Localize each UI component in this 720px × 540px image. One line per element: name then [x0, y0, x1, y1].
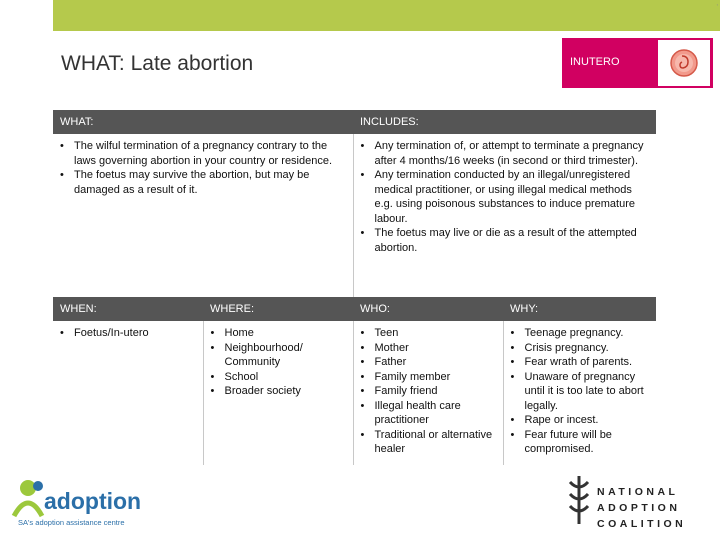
list-item: • Home [211, 326, 346, 341]
table-row [53, 321, 656, 465]
who-header: WHO: [353, 297, 503, 321]
list-item: • Broader society [211, 384, 346, 399]
inutero-badge [562, 38, 713, 88]
table-header-row [53, 297, 656, 321]
list-item: • Family member [361, 370, 496, 385]
badge-label: INUTERO [570, 56, 620, 68]
list-item: • The foetus may survive the abortion, but may be damaged as a result of it. [60, 168, 346, 197]
corner-mark: , [716, 1, 718, 7]
list-item: • Fear future will be compromised. [511, 428, 650, 457]
why-header: WHY: [503, 297, 656, 321]
where-header: WHERE: [203, 297, 353, 321]
page-title: WHAT: Late abortion [61, 52, 254, 75]
list-item: • Illegal health care practitioner [361, 399, 496, 428]
abortion-info-table [53, 110, 656, 465]
national-adoption-coalition-logo [560, 470, 705, 530]
adoption-logo [8, 470, 142, 532]
coalition-line: COALITION [597, 518, 687, 530]
list-item: • Teenage pregnancy. [511, 326, 650, 341]
table-header-row [53, 110, 656, 134]
includes-header: INCLUDES: [353, 110, 656, 134]
what-header: WHAT: [53, 110, 353, 134]
includes-cell [353, 134, 656, 297]
list-item: • Foetus/In-utero [60, 326, 196, 341]
adoption-logo-tagline: SA's adoption assistance centre [18, 518, 125, 527]
list-item: • Crisis pregnancy. [511, 341, 650, 356]
list-item: • School [211, 370, 346, 385]
when-header: WHEN: [53, 297, 203, 321]
coalition-figure-icon [564, 472, 594, 528]
list-item: • Unaware of pregnancy until it is too late to abort legally. [511, 370, 650, 414]
what-cell [53, 134, 353, 297]
who-cell [353, 321, 503, 465]
table-row [53, 134, 656, 297]
adoption-logo-icon [8, 476, 48, 522]
adoption-logo-word: adoption [44, 488, 142, 514]
list-item: • Fear wrath of parents. [511, 355, 650, 370]
where-list [211, 326, 346, 399]
list-item: • Mother [361, 341, 496, 356]
foetus-icon [658, 40, 710, 86]
list-item: • Rape or incest. [511, 413, 650, 428]
list-item: • Teen [361, 326, 496, 341]
coalition-line: ADOPTION [597, 502, 681, 514]
list-item: • The foetus may live or die as a result of the attempted abortion. [361, 226, 650, 255]
when-cell [53, 321, 203, 465]
why-list [511, 326, 650, 457]
list-item: • Family friend [361, 384, 496, 399]
who-list [361, 326, 496, 457]
list-item: • Any termination of, or attempt to terminate a pregnancy after 4 months/16 weeks (in second or third trimester). [361, 139, 650, 168]
coalition-line: NATIONAL [597, 486, 679, 498]
top-accent-bar [53, 0, 720, 31]
list-item: • The wilful termination of a pregnancy contrary to the laws governing abortion in your country or residence. [60, 139, 346, 168]
when-list [60, 326, 196, 341]
where-cell [203, 321, 353, 465]
what-list [60, 139, 346, 197]
why-cell [503, 321, 656, 465]
list-item: • Father [361, 355, 496, 370]
includes-list [361, 139, 650, 255]
list-item: • Neighbourhood/ Community [211, 341, 346, 370]
coalition-name [597, 484, 686, 532]
list-item: • Traditional or alternative healer [361, 428, 496, 457]
list-item: • Any termination conducted by an illegal/unregistered medical practitioner, or using illegal medical methods e.g. using poisonous substances to induce premature labour. [361, 168, 650, 226]
